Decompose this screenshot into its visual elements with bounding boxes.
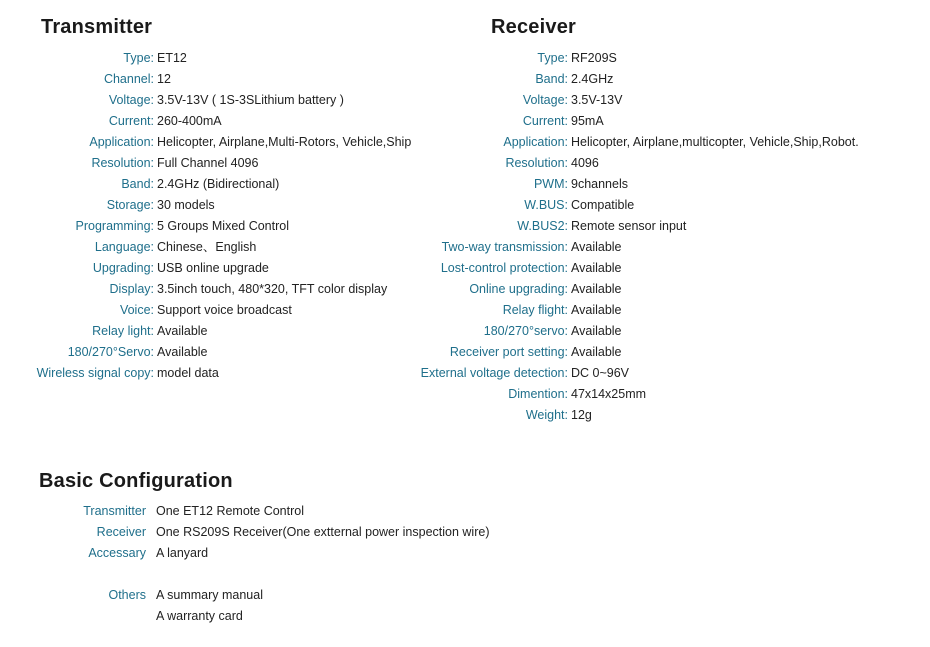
spec-label: Resolution: xyxy=(505,156,568,170)
spec-value: RF209S xyxy=(571,51,617,65)
spec-label: Relay flight: xyxy=(502,303,568,317)
spec-row xyxy=(400,174,920,195)
spacer xyxy=(0,564,600,585)
spec-label: Application: xyxy=(89,135,154,149)
spec-row xyxy=(400,69,920,90)
spec-value: Chinese、English xyxy=(157,240,257,254)
spec-label: PWM: xyxy=(533,177,568,191)
spec-value: 2.4GHz xyxy=(571,72,614,86)
spec-row xyxy=(400,258,920,279)
spec-value: 260-400mA xyxy=(157,114,222,128)
spec-label: Voice: xyxy=(119,303,154,317)
spec-label: Band: xyxy=(535,72,568,86)
spec-value: A lanyard xyxy=(156,546,209,560)
spec-row xyxy=(400,153,920,174)
spec-row xyxy=(400,132,920,153)
spec-value: USB online upgrade xyxy=(157,261,269,275)
spec-value: Remote sensor input xyxy=(571,219,687,233)
spec-label: Upgrading: xyxy=(92,261,154,275)
spec-row xyxy=(400,321,920,342)
spec-value: A warranty card xyxy=(156,609,243,623)
spec-value: DC 0~96V xyxy=(571,366,630,380)
spec-label: Application: xyxy=(503,135,568,149)
spec-label: Online upgrading: xyxy=(469,282,568,296)
spec-row xyxy=(0,522,600,543)
transmitter-heading: Transmitter xyxy=(41,16,153,38)
spec-row xyxy=(0,195,430,216)
spec-row xyxy=(0,216,430,237)
spec-value: One ET12 Remote Control xyxy=(156,504,304,518)
spec-value: 3.5V-13V xyxy=(571,93,623,107)
spec-label: External voltage detection: xyxy=(420,366,568,380)
spec-value: 47x14x25mm xyxy=(571,387,647,401)
spec-value: ET12 xyxy=(157,51,187,65)
spec-label: W.BUS: xyxy=(524,198,568,212)
spec-row xyxy=(0,111,430,132)
configuration-list xyxy=(0,501,600,627)
spec-row xyxy=(0,174,430,195)
spec-value: Compatible xyxy=(571,198,635,212)
spec-row xyxy=(400,405,920,426)
spec-row xyxy=(400,237,920,258)
spec-row xyxy=(0,342,430,363)
spec-row xyxy=(0,279,430,300)
spec-label: Resolution: xyxy=(91,156,154,170)
spec-value: 12 xyxy=(157,72,171,86)
spec-value: Available xyxy=(571,282,622,296)
spec-row xyxy=(400,384,920,405)
spec-value: 30 models xyxy=(157,198,215,212)
spec-row xyxy=(400,216,920,237)
spec-value: 95mA xyxy=(571,114,604,128)
spec-label: Receiver xyxy=(96,525,146,539)
spec-row xyxy=(0,237,430,258)
spec-label: Band: xyxy=(121,177,154,191)
spec-label: Relay light: xyxy=(92,324,154,338)
spec-value: 4096 xyxy=(571,156,599,170)
spec-value: A summary manual xyxy=(156,588,263,602)
spec-row xyxy=(0,543,600,564)
spec-label: Dimention: xyxy=(508,387,568,401)
spec-label: Type: xyxy=(537,51,568,65)
spec-label: Storage: xyxy=(106,198,154,212)
basic-configuration-heading: Basic Configuration xyxy=(39,470,233,492)
spec-row xyxy=(400,300,920,321)
spec-label: Voltage: xyxy=(522,93,568,107)
spec-label: W.BUS2: xyxy=(517,219,568,233)
spec-label: Channel: xyxy=(103,72,154,86)
spec-row xyxy=(400,279,920,300)
spec-label: Programming: xyxy=(75,219,154,233)
spec-value: Helicopter, Airplane,Multi-Rotors, Vehicle,Ship xyxy=(157,135,412,149)
spec-label: 180/270°servo: xyxy=(483,324,568,338)
spec-row xyxy=(0,132,430,153)
spec-label: Current: xyxy=(522,114,568,128)
spec-label: 180/270°Servo: xyxy=(67,345,154,359)
spec-label: Type: xyxy=(123,51,154,65)
spec-value: 3.5inch touch, 480*320, TFT color display xyxy=(157,282,388,296)
spec-row xyxy=(400,195,920,216)
spec-row xyxy=(0,90,430,111)
spec-row xyxy=(400,90,920,111)
spec-row xyxy=(0,258,430,279)
spec-label: Accessary xyxy=(88,546,146,560)
spec-value: One RS209S Receiver(One extternal power inspection wire) xyxy=(156,525,490,539)
spec-label: Receiver port setting: xyxy=(449,345,568,359)
spec-value: Available xyxy=(571,240,622,254)
spec-row xyxy=(400,363,920,384)
spec-value: 5 Groups Mixed Control xyxy=(157,219,290,233)
receiver-heading: Receiver xyxy=(491,16,576,38)
spec-row xyxy=(0,585,600,606)
spec-row xyxy=(0,321,430,342)
spec-row xyxy=(0,363,430,384)
spec-label: Others xyxy=(108,588,146,602)
spec-label: Weight: xyxy=(525,408,568,422)
spec-label: Transmitter xyxy=(83,504,146,518)
spec-value: Available xyxy=(571,345,622,359)
spec-row xyxy=(400,342,920,363)
spec-value: Available xyxy=(157,324,208,338)
spec-value: Helicopter, Airplane,multicopter, Vehicle,Ship,Robot. xyxy=(571,135,859,149)
spec-label: Language: xyxy=(94,240,154,254)
spec-label: Wireless signal copy: xyxy=(36,366,154,380)
spec-label: Two-way transmission: xyxy=(441,240,568,254)
spec-value: Available xyxy=(571,261,622,275)
spec-value: Available xyxy=(157,345,208,359)
spec-row xyxy=(0,69,430,90)
receiver-spec-list xyxy=(400,48,920,426)
spec-row xyxy=(0,153,430,174)
transmitter-spec-list xyxy=(0,48,430,384)
spec-label: Display: xyxy=(109,282,154,296)
spec-label: Current: xyxy=(108,114,154,128)
spec-value: 9channels xyxy=(571,177,628,191)
spec-label: Voltage: xyxy=(108,93,154,107)
spec-row xyxy=(0,48,430,69)
spec-value: model data xyxy=(157,366,219,380)
spec-value: Available xyxy=(571,303,622,317)
spec-value: Available xyxy=(571,324,622,338)
spec-row xyxy=(0,300,430,321)
spec-value: 12g xyxy=(571,408,592,422)
spec-row xyxy=(0,606,600,627)
spec-value: 2.4GHz (Bidirectional) xyxy=(157,177,280,191)
spec-label: Lost-control protection: xyxy=(440,261,568,275)
spec-value: 3.5V-13V ( 1S-3SLithium battery ) xyxy=(157,93,344,107)
spec-row xyxy=(400,48,920,69)
spec-value: Full Channel 4096 xyxy=(157,156,259,170)
spec-row xyxy=(0,501,600,522)
spec-row xyxy=(400,111,920,132)
spec-value: Support voice broadcast xyxy=(157,303,292,317)
